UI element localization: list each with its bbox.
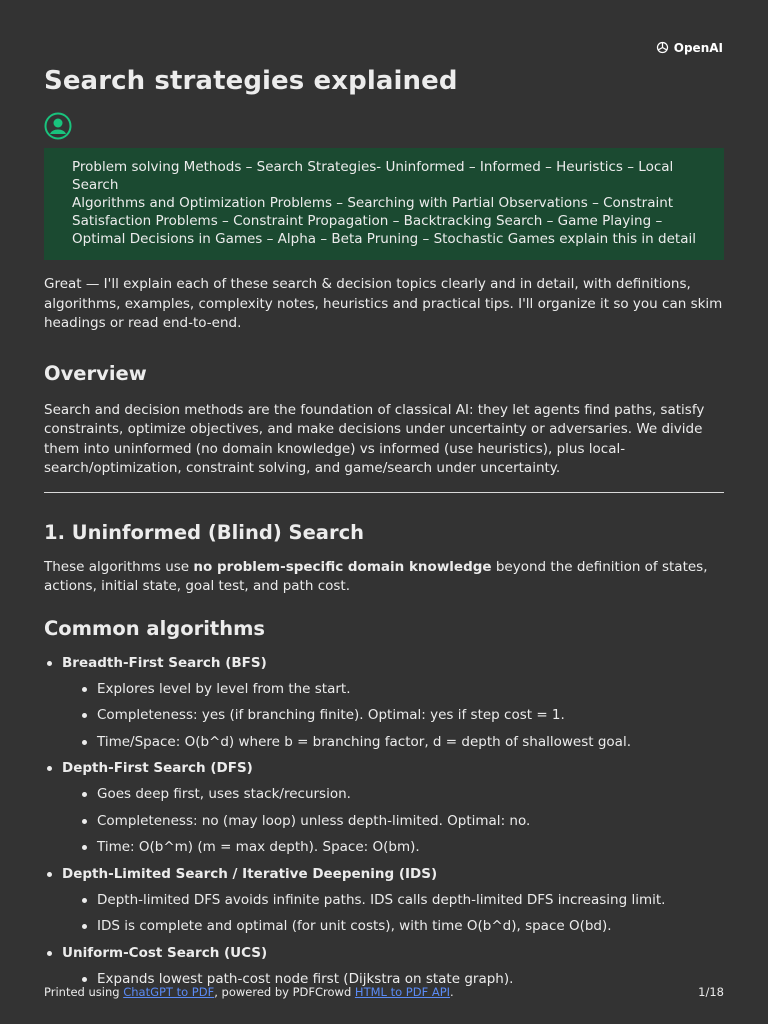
html-to-pdf-api-link[interactable]: HTML to PDF API bbox=[354, 985, 451, 999]
algorithm-point: Completeness: yes (if branching finite). Optimal: yes if step cost = 1. bbox=[97, 706, 724, 725]
user-prompt-box bbox=[44, 148, 724, 260]
algorithms-heading: Common algorithms bbox=[44, 616, 266, 640]
algorithm-list bbox=[44, 654, 724, 989]
algorithm-name: Depth-Limited Search / Iterative Deepening (IDS) bbox=[62, 865, 438, 882]
algorithm-point: Goes deep first, uses stack/recursion. bbox=[97, 785, 724, 804]
user-avatar-icon bbox=[44, 112, 72, 140]
footer-middle: , powered by PDFCrowd bbox=[214, 985, 355, 999]
algorithm-point: IDS is complete and optimal (for unit costs), with time O(b^d), space O(bd). bbox=[97, 917, 724, 936]
footer-suffix: . bbox=[450, 985, 454, 999]
algorithm-name: Breadth-First Search (BFS) bbox=[62, 654, 267, 671]
algorithm-points bbox=[62, 680, 724, 752]
document-page bbox=[44, 66, 724, 996]
algorithm-name: Uniform-Cost Search (UCS) bbox=[62, 944, 268, 961]
uninformed-heading: 1. Uninformed (Blind) Search bbox=[44, 520, 365, 544]
algorithm-point: Completeness: no (may loop) unless depth-limited. Optimal: no. bbox=[97, 812, 724, 831]
algorithm-point: Time: O(b^m) (m = max depth). Space: O(bm). bbox=[97, 838, 724, 857]
overview-paragraph: Search and decision methods are the foundation of classical AI: they let agents find paths, satisfy constraints, optimize objectives, and make decisions under uncertainty or adversaries. We divide them into uninformed (no domain knowledge) vs informed (use heuristics), plus local-search/optimization, constraint solving, and game/search under uncertainty. bbox=[44, 401, 705, 476]
uninformed-text-bold: no problem-specific domain knowledge bbox=[193, 558, 492, 575]
algorithm-point: Explores level by level from the start. bbox=[97, 680, 724, 699]
footer-prefix: Printed using bbox=[44, 985, 124, 999]
section-divider bbox=[44, 492, 724, 493]
algorithm-point: Expands lowest path-cost node first (Dijkstra on state graph). bbox=[97, 970, 724, 989]
uninformed-text-after: beyond the definition of states, actions, initial state, goal test, and path cost. bbox=[44, 558, 708, 594]
page-title: Search strategies explained bbox=[44, 66, 458, 96]
algorithm-points bbox=[62, 891, 724, 937]
intro-paragraph: Great — I'll explain each of these search & decision topics clearly and in detail, with definitions, algorithms, examples, complexity notes, heuristics and practical tips. I'll organize it so you can skim headings or read end-to-end. bbox=[44, 276, 723, 331]
algorithm-points bbox=[62, 785, 724, 857]
brand-name: OpenAI bbox=[673, 40, 723, 55]
algorithm-name: Depth-First Search (DFS) bbox=[62, 760, 253, 776]
prompt-line: Problem solving Methods – Search Strategies- Uninformed – Informed – Heuristics – Local Search bbox=[72, 159, 674, 193]
footer-credits bbox=[44, 985, 454, 999]
uninformed-text-before: These algorithms use bbox=[44, 558, 194, 575]
uninformed-paragraph bbox=[44, 558, 724, 597]
overview-heading: Overview bbox=[44, 361, 147, 385]
algorithm-point: Time/Space: O(b^d) where b = branching factor, d = depth of shallowest goal. bbox=[97, 733, 724, 752]
algorithm-item bbox=[62, 654, 724, 752]
openai-logo-icon bbox=[655, 40, 670, 55]
chatgpt-to-pdf-link[interactable]: ChatGPT to PDF bbox=[123, 985, 215, 999]
prompt-line: Algorithms and Optimization Problems – Searching with Partial Observations – Constraint Satisfaction Problems – Constraint Propagation – Backtracking Search – Game Playing – Optimal Decisions in Games – Alpha – Beta Pruning – Stochastic Games explain this in detail bbox=[72, 195, 696, 247]
page-footer bbox=[44, 985, 724, 999]
algorithm-item bbox=[62, 944, 724, 989]
openai-logo bbox=[655, 40, 723, 55]
algorithm-item bbox=[62, 865, 724, 937]
algorithm-item bbox=[62, 759, 724, 857]
page-number: 1/18 bbox=[698, 985, 724, 999]
algorithm-point: Depth-limited DFS avoids infinite paths. IDS calls depth-limited DFS increasing limit. bbox=[97, 891, 724, 910]
